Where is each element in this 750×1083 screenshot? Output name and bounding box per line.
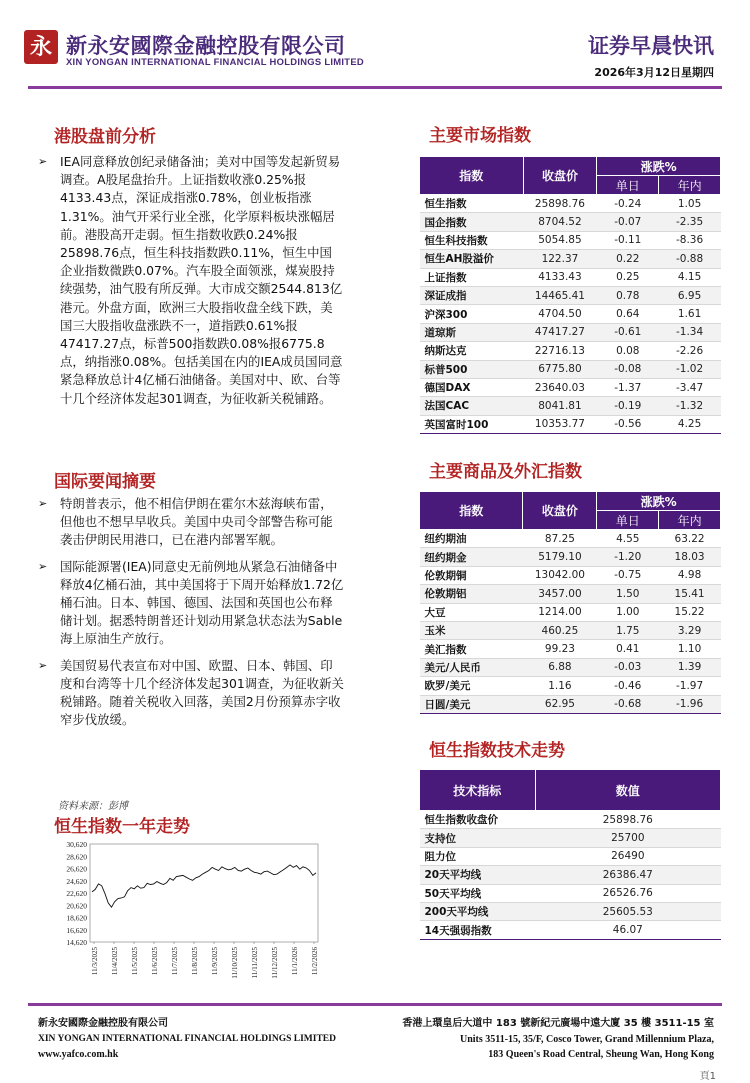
cell-value: -0.11: [597, 231, 659, 249]
news-item: [38, 495, 344, 550]
cell-value: 1.10: [659, 640, 721, 658]
footer-divider: [28, 1003, 722, 1006]
cell-value: 22716.13: [523, 342, 597, 360]
technicals-heading: 恒生指数技术走势: [429, 741, 565, 761]
cell-value: 460.25: [523, 621, 597, 639]
news-item: [38, 558, 344, 649]
cell-value: -0.03: [597, 658, 659, 676]
hsi-one-year-chart: [50, 838, 350, 990]
cell-value: -0.68: [597, 695, 659, 713]
cell-value: 15.41: [659, 585, 721, 603]
cell-value: 4.55: [597, 530, 659, 548]
cell-value: 1.16: [523, 677, 597, 695]
table-row: [420, 397, 721, 415]
row-label: 200天平均线: [420, 902, 536, 920]
cell-value: 122.37: [523, 250, 597, 268]
y-tick-label: 22,620: [66, 889, 87, 898]
cell-value: 25898.76: [535, 811, 720, 829]
intl-news-section: [38, 495, 344, 737]
cell-value: 99.23: [523, 640, 597, 658]
table-row: [420, 921, 721, 939]
hk-preview-text: IEA同意释放创纪录储备油；美对中国等发起新贸易调查。A股尾盘抬升。上证指数收涨0.25%报4133.43点，深证成指涨0.78%，创业板指涨1.31%。油气开采行业全涨，化学原料板块涨幅居前。港股高开走弱。恒生指数收跌0.24%报25898.76点，恒生科技指数跌0.11%，恒生中国企业指数微跌0.07%。汽车股全面领涨，煤炭股持续强势，油气股有所反弹。大市成交额2544.813亿港元。外盘方面，欧洲三大股指收盘全线下跌，美国三大股指收盘涨跌不一，道指跌0.61%报47417.27点，标普500指数跌0.08%报6775.8点，纳指涨0.08%。包括美国在内的IEA成员国同意紧急释放总计4亿桶石油储备。美国对中、欧、台等十几个经济体发起301调查，为征收新关税铺路。: [60, 154, 343, 406]
cell-value: -2.26: [659, 342, 721, 360]
col-header-index: 指数: [420, 157, 524, 195]
news-item-text: 美国贸易代表宣布对中国、欧盟、日本、韩国、印度和台湾等十几个经济体发起301调查，为征收新关税铺路。随着关税收入回落，美国2月份预算赤字收窄步伐放缓。: [60, 657, 344, 728]
report-date: 2026年3月12日星期四: [594, 66, 714, 79]
table-row: [420, 847, 721, 865]
cell-value: 62.95: [523, 695, 597, 713]
row-label: 标普500: [420, 360, 524, 378]
commodities-heading: 主要商品及外汇指数: [429, 462, 582, 482]
cell-value: 0.78: [597, 286, 659, 304]
cell-value: -1.02: [659, 360, 721, 378]
cell-value: 25700: [535, 829, 720, 847]
x-tick-label: 11/11/2025: [251, 947, 259, 979]
col-header-close: 收盘价: [523, 492, 597, 530]
row-label: 14天强弱指数: [420, 921, 536, 939]
row-label: 欧罗/美元: [420, 677, 523, 695]
table-row: [420, 530, 721, 548]
table-row: [420, 658, 721, 676]
x-tick-label: 11/6/2025: [151, 947, 159, 976]
x-tick-label: 11/8/2025: [191, 947, 199, 976]
table-row: [420, 621, 721, 639]
news-item: [38, 657, 344, 730]
cell-value: 26490: [535, 847, 720, 865]
x-tick-label: 11/7/2025: [171, 947, 179, 976]
table-row: [420, 866, 721, 884]
cell-value: 0.08: [597, 342, 659, 360]
plot-area: [90, 844, 318, 942]
news-item-text: 特朗普表示，他不相信伊朗在霍尔木兹海峡布雷，但他也不想早早收兵。美国中央司令部警告称可能袭击伊朗民用港口，已在港内部署军舰。: [60, 496, 333, 548]
x-tick-label: 11/5/2025: [131, 947, 139, 976]
table-row: [420, 250, 721, 268]
cell-value: 3.29: [659, 621, 721, 639]
cell-value: -0.08: [597, 360, 659, 378]
cell-value: 8041.81: [523, 397, 597, 415]
cell-value: -0.56: [597, 415, 659, 433]
cell-value: -1.97: [659, 677, 721, 695]
col-header-value: 数值: [535, 770, 720, 811]
row-label: 恒生指数: [420, 195, 524, 213]
footer-website[interactable]: www.yafco.com.hk: [38, 1049, 119, 1060]
col-header-ytd: 年内: [659, 176, 721, 195]
cell-value: 1.00: [597, 603, 659, 621]
hk-preview-heading: 港股盘前分析: [54, 127, 156, 147]
col-header-change: 涨跌%: [597, 157, 721, 176]
cell-value: -8.36: [659, 231, 721, 249]
technicals-table: [419, 769, 721, 940]
cell-value: -0.88: [659, 250, 721, 268]
cell-value: 4.25: [659, 415, 721, 433]
header-divider: [28, 86, 722, 89]
col-header-day: 单日: [597, 511, 659, 530]
col-header-index: 指数: [420, 492, 523, 530]
cell-value: -3.47: [659, 378, 721, 396]
cell-value: 47417.27: [523, 323, 597, 341]
table-row: [420, 829, 721, 847]
row-label: 恒生科技指数: [420, 231, 524, 249]
x-tick-label: 11/10/2025: [231, 947, 239, 979]
cell-value: 15.22: [659, 603, 721, 621]
footer-address-cn: 香港上環皇后大道中 183 號新紀元廣場中遠大廈 35 樓 3511-15 室: [402, 1018, 714, 1029]
cell-value: -0.07: [597, 213, 659, 231]
cell-value: -1.32: [659, 397, 721, 415]
table-row: [420, 323, 721, 341]
cell-value: -0.19: [597, 397, 659, 415]
col-header-indicator: 技术指标: [420, 770, 536, 811]
cell-value: -1.20: [597, 548, 659, 566]
bullet-arrow-icon: ➢: [38, 658, 48, 672]
x-tick-label: 11/4/2025: [111, 947, 119, 976]
row-label: 沪深300: [420, 305, 524, 323]
cell-value: -0.24: [597, 195, 659, 213]
col-header-day: 单日: [597, 176, 659, 195]
cell-value: 26526.76: [535, 884, 720, 902]
row-label: 20天平均线: [420, 866, 536, 884]
table-row: [420, 213, 721, 231]
row-label: 纳斯达克: [420, 342, 524, 360]
row-label: 纽约期油: [420, 530, 523, 548]
footer-company-en: XIN YONGAN INTERNATIONAL FINANCIAL HOLDINGS LIMITED: [38, 1034, 336, 1044]
cell-value: 0.41: [597, 640, 659, 658]
hk-preview-section: [38, 153, 344, 416]
bullet-arrow-icon: ➢: [38, 559, 48, 573]
table-row: [420, 342, 721, 360]
cell-value: 4704.50: [523, 305, 597, 323]
cell-value: 10353.77: [523, 415, 597, 433]
cell-value: 26386.47: [535, 866, 720, 884]
table-row: [420, 231, 721, 249]
cell-value: 13042.00: [523, 566, 597, 584]
cell-value: 4.15: [659, 268, 721, 286]
cell-value: 5179.10: [523, 548, 597, 566]
cell-value: 4133.43: [523, 268, 597, 286]
table-row: [420, 677, 721, 695]
y-tick-label: 20,620: [66, 901, 87, 911]
cell-value: 25605.53: [535, 902, 720, 920]
y-tick-label: 26,620: [66, 864, 87, 874]
row-label: 大豆: [420, 603, 523, 621]
cell-value: 46.07: [535, 921, 720, 939]
cell-value: 23640.03: [523, 378, 597, 396]
cell-value: 87.25: [523, 530, 597, 548]
row-label: 玉米: [420, 621, 523, 639]
table-row: [420, 603, 721, 621]
cell-value: -1.37: [597, 378, 659, 396]
row-label: 英国富时100: [420, 415, 524, 433]
table-row: [420, 286, 721, 304]
source-note: 资料来源：彭博: [58, 801, 128, 812]
footer-address-en-line2: 183 Queen's Road Central, Sheung Wan, Hong Kong: [488, 1049, 714, 1060]
col-header-change: 涨跌%: [597, 492, 721, 511]
cell-value: 1.05: [659, 195, 721, 213]
row-label: 恒生指数收盘价: [420, 811, 536, 829]
report-title: 证券早晨快讯: [588, 34, 714, 58]
y-tick-label: 30,620: [66, 840, 87, 849]
cell-value: 18.03: [659, 548, 721, 566]
row-label: 法国CAC: [420, 397, 524, 415]
footer-company-cn: 新永安國際金融控股有限公司: [38, 1018, 168, 1029]
table-row: [420, 695, 721, 713]
cell-value: -2.35: [659, 213, 721, 231]
y-tick-label: 18,620: [66, 913, 87, 923]
row-label: 德国DAX: [420, 378, 524, 396]
y-tick-label: 24,620: [66, 876, 87, 886]
cell-value: 4.98: [659, 566, 721, 584]
cell-value: 0.22: [597, 250, 659, 268]
row-label: 纽约期金: [420, 548, 523, 566]
table-row: [420, 378, 721, 396]
cell-value: -1.34: [659, 323, 721, 341]
company-name-en: XIN YONGAN INTERNATIONAL FINANCIAL HOLDINGS LIMITED: [66, 56, 364, 67]
y-tick-label: 14,620: [66, 938, 87, 947]
table-row: [420, 884, 721, 902]
x-tick-label: 11/9/2025: [211, 947, 219, 976]
x-tick-label: 11/2/2026: [311, 947, 319, 976]
row-label: 上证指数: [420, 268, 524, 286]
cell-value: 1.61: [659, 305, 721, 323]
row-label: 美汇指数: [420, 640, 523, 658]
intl-news-heading: 国际要闻摘要: [54, 472, 156, 492]
table-row: [420, 305, 721, 323]
cell-value: 63.22: [659, 530, 721, 548]
news-item-text: 国际能源署(IEA)同意史无前例地从紧急石油储备中释放4亿桶石油，其中美国将于下周开始释放1.72亿桶石油。日本、韩国、德国、法国和英国也公布释储计划。据悉特朗普还计划动用紧急状态法为Sable海上原油生产放行。: [60, 558, 344, 647]
cell-value: -0.75: [597, 566, 659, 584]
table-row: [420, 640, 721, 658]
footer-address-en-line1: Units 3511-15, 35/F, Cosco Tower, Grand Millennium Plaza,: [459, 1034, 714, 1045]
x-tick-label: 11/1/2026: [291, 947, 299, 976]
col-header-ytd: 年内: [659, 511, 721, 530]
page-number: 頁1: [699, 1071, 716, 1082]
col-header-close: 收盘价: [523, 157, 597, 195]
row-label: 支持位: [420, 829, 536, 847]
bullet-arrow-icon: ➢: [38, 155, 48, 168]
commodities-table: [419, 491, 721, 714]
cell-value: 1.75: [597, 621, 659, 639]
cell-value: 5054.85: [523, 231, 597, 249]
hsi-chart-heading: 恒生指数一年走势: [54, 817, 190, 837]
row-label: 伦敦期铜: [420, 566, 523, 584]
table-row: [420, 811, 721, 829]
table-row: [420, 195, 721, 213]
cell-value: -0.61: [597, 323, 659, 341]
row-label: 深证成指: [420, 286, 524, 304]
company-name-cn: 新永安國際金融控股有限公司: [66, 34, 346, 58]
table-row: [420, 360, 721, 378]
row-label: 国企指数: [420, 213, 524, 231]
cell-value: 6775.80: [523, 360, 597, 378]
cell-value: 3457.00: [523, 585, 597, 603]
row-label: 道琼斯: [420, 323, 524, 341]
cell-value: -1.96: [659, 695, 721, 713]
table-row: [420, 268, 721, 286]
table-row: [420, 566, 721, 584]
table-row: [420, 415, 721, 433]
cell-value: 0.25: [597, 268, 659, 286]
row-label: 伦敦期铝: [420, 585, 523, 603]
cell-value: 25898.76: [523, 195, 597, 213]
bullet-arrow-icon: ➢: [38, 497, 48, 510]
row-label: 美元/人民币: [420, 658, 523, 676]
y-tick-label: 28,620: [66, 852, 87, 862]
row-label: 日圆/美元: [420, 695, 523, 713]
market-indices-heading: 主要市场指数: [429, 126, 531, 146]
market-indices-table: [419, 156, 721, 434]
company-logo: 永: [24, 30, 58, 64]
cell-value: 6.88: [523, 658, 597, 676]
cell-value: 6.95: [659, 286, 721, 304]
y-tick-label: 16,620: [66, 925, 87, 935]
row-label: 恒生AH股溢价: [420, 250, 524, 268]
table-row: [420, 585, 721, 603]
row-label: 阻力位: [420, 847, 536, 865]
cell-value: 14465.41: [523, 286, 597, 304]
cell-value: 8704.52: [523, 213, 597, 231]
cell-value: 1.39: [659, 658, 721, 676]
table-row: [420, 902, 721, 920]
cell-value: 0.64: [597, 305, 659, 323]
cell-value: -0.46: [597, 677, 659, 695]
table-row: [420, 548, 721, 566]
x-tick-label: 11/12/2025: [271, 947, 279, 979]
hk-preview-paragraph: [38, 153, 344, 408]
cell-value: 1214.00: [523, 603, 597, 621]
row-label: 50天平均线: [420, 884, 536, 902]
cell-value: 1.50: [597, 585, 659, 603]
x-tick-label: 11/3/2025: [91, 947, 99, 976]
